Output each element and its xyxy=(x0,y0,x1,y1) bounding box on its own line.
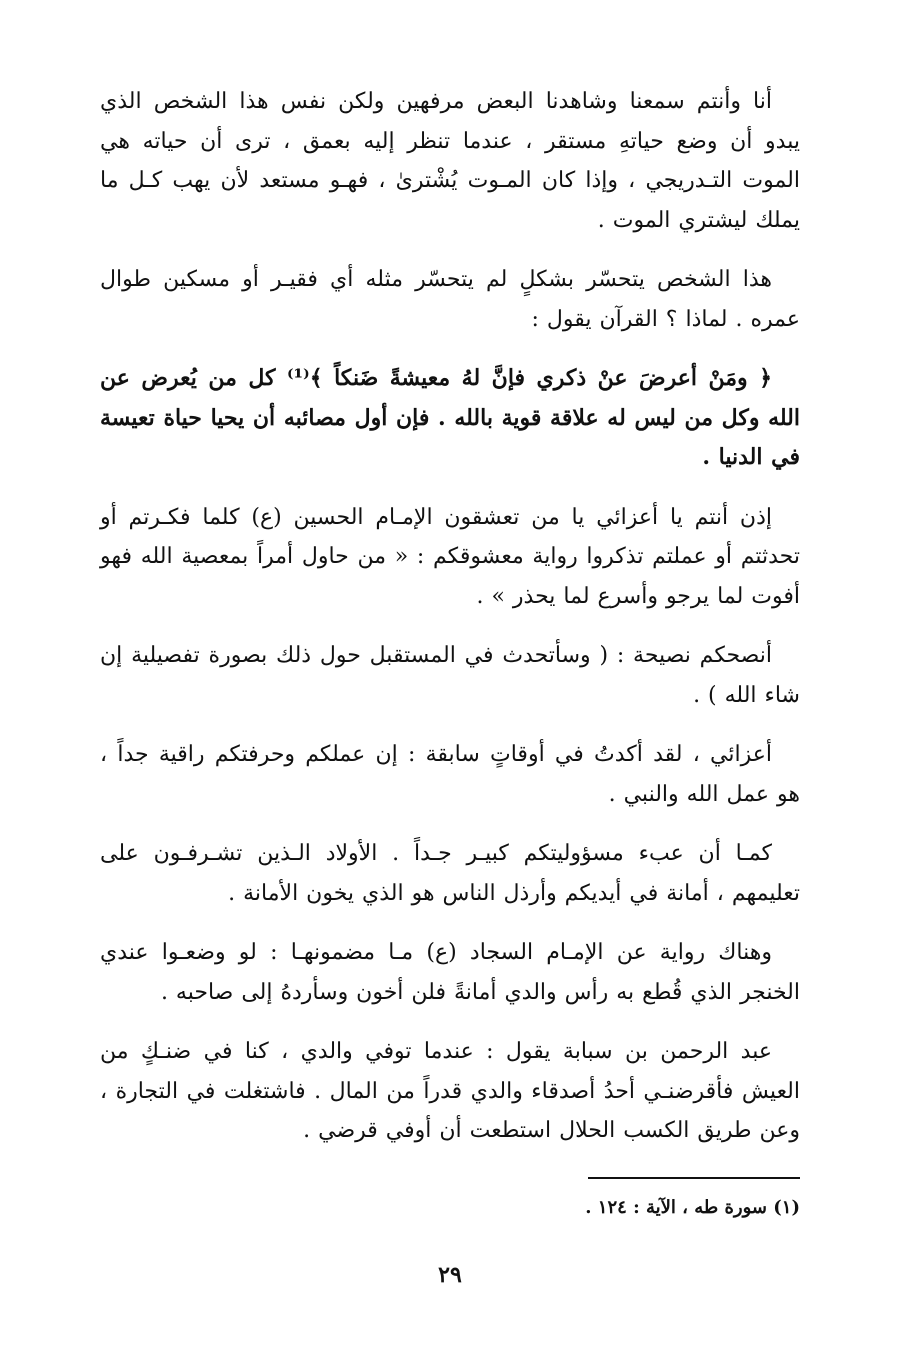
page-number: ٢٩ xyxy=(438,1262,462,1288)
paragraph-7: كمـا أن عبء مسؤوليتكم كبيـر جـداً . الأولاد الـذين تشـرفـون على تعليمهم ، أمانة في أيديكم وأرذل الناس هو الذي يخون الأمانة . xyxy=(100,841,800,906)
paragraph-4: إذن أنتم يا أعزائي يا من تعشقون الإمـام الحسين (ع) كلما فكـرتم أو تحدثتم أو عملتم تذكروا رواية معشوقكم : « من حاول أمراً بمعصية الله فهو أفوت لما يرجو وأسرع لما يحذر » . xyxy=(100,504,800,609)
paragraph-5: أنصحكم نصيحة : ( وسأتحدث في المستقبل حول ذلك بصورة تفصيلية إن شاء الله ) . xyxy=(100,643,800,708)
paragraph-6: أعزائي ، لقد أكدتُ في أوقاتٍ سابقة : إن عملكم وحرفتكم راقية جداً ، هو عمل الله والنبي . xyxy=(100,742,800,807)
paragraph-8: وهناك رواية عن الإمـام السجاد (ع) مـا مضمونهـا : لو وضعـوا عندي الخنجر الذي قُطع به رأس والدي أمانةً فلن أخون وسأردهُ إلى صاحبه . xyxy=(100,940,800,1005)
paragraph-quran-quote: ﴿ ومَنْ أعرضَ عنْ ذكري فإنَّ لهُ معيشةً ضَنكاً ﴾⁽¹⁾ كل من يُعرض عن الله وكل من ليس له علاقة قوية بالله . فإن أول مصائبه أن يحيا حياة تعيسة في الدنيا . xyxy=(99,365,800,470)
paragraph-9: عبد الرحمن بن سبابة يقول : عندما توفي والدي ، كنا في ضنـكٍ من العيش فأقرضنـي أحدُ أصدقاء والدي قدراً من المال . فاشتغلت في التجارة ، وعن طريق الكسب الحلال استطعت أن أوفي قرضي . xyxy=(100,1039,800,1143)
footnote-divider xyxy=(588,1177,800,1179)
paragraph-2: هذا الشخص يتحسّر بشكلٍ لم يتحسّر مثله أي فقيـر أو مسكين طوال عمره . لماذا ؟ القرآن يقول : xyxy=(100,267,800,332)
paragraph-1: أنا وأنتم سمعنا وشاهدنا البعض مرفهين ولكن نفس هذا الشخص الذي يبدو أن وضع حياتهِ مستقر ، عندما تنظر إليه بعمق ، ترى أن حياته هي الموت التـدريجي ، وإذا كان المـوت يُشْترىٰ ، فهـو مستعد لأن يهب كـل ما يملك ليشتري الموت . xyxy=(100,89,800,233)
page-body xyxy=(100,82,800,1171)
footnote: (١) سورة طه ، الآية : ١٢٤ . xyxy=(585,1197,800,1218)
